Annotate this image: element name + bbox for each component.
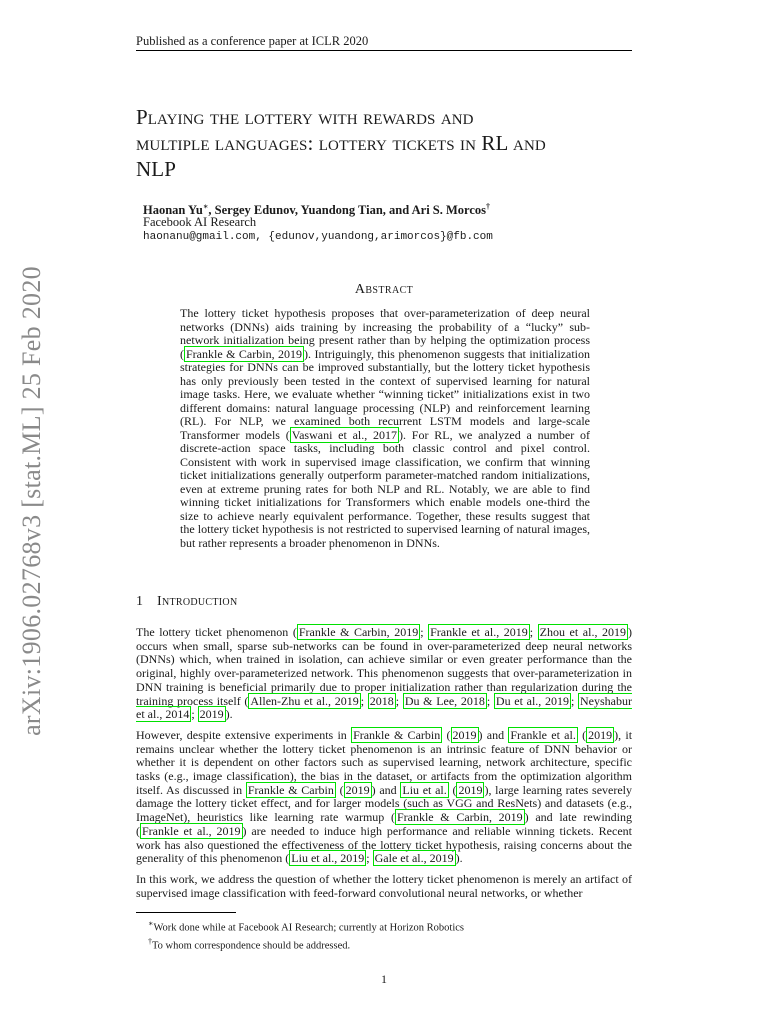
title-line-3: NLP bbox=[136, 157, 176, 181]
paragraph: However, despite extensive experiments in Frankle & Carbin ( 2019 ) and Frankle et al. ( 2019 ), it remains unclear whether the lottery ticket phenomenon is an intrinsic feature of DNN behavior or whether it is dependent on other factors such as supervised learning, network architecture, specific tasks (e.g., image classification), the bias in the dataset, or artifacts from the optimization algorithm itself. As discussed in Frankle & Carbin ( 2019 ) and Liu et al. ( 2019 ), large learning rates severely damage the lottery ticket effect, and for larger models (such as VGG and ResNets) and datasets (e.g., ImageNet), heuristics like learning rate warmup ( Frankle & Carbin, 2019 ) and late rewinding ( Frankle et al., 2019 ) are needed to induce high performance and reliable winning tickets. Recent work has also questioned the effectiveness of the lottery ticket hypothesis, raising concerns about the generality of this phenomenon ( Liu et al., 2019 ; Gale et al., 2019 ). bbox=[136, 727, 633, 866]
abstract-text: ). For RL, we analyzed a number of discrete-action space tasks, including both classic control and pixel control. Consistent with work in supervised image classification, we confirm that winning ticket initializations generally outperform parameter-matched random initializations, even at extreme pruning rates for both NLP and RL. Notably, we are able to find winning ticket initializations for Transformers which enable models one-third the size to achieve nearly equivalent performance. Together, these results suggest that the lottery ticket hypothesis is not restricted to supervised learning of natural images, but rather represents a broader phenomenon in DNNs. bbox=[180, 427, 590, 550]
citation-link[interactable]: Gale et al., 2019 bbox=[374, 851, 454, 866]
paragraph-text: , it remains unclear whether the lottery ticket phenomenon is an intrinsic feature of DNN behavior or whether it is dependent on other factors such as supervised learning, network architecture, specific tasks (e.g., image classification), the bias in the dataset, or artifacts from the optimization algorithm itself. As discussed in bbox=[136, 727, 633, 797]
footnote-text: To whom correspondence should be addressed. bbox=[152, 940, 351, 951]
citation-link[interactable]: Zhou et al., 2019 bbox=[539, 625, 627, 639]
section-number: 1 bbox=[136, 594, 143, 609]
citation-link[interactable]: 2019 bbox=[199, 707, 224, 722]
citation-link[interactable]: Du et al., 2019 bbox=[495, 693, 569, 708]
paragraph-text: and bbox=[375, 782, 401, 797]
paragraph: The lottery ticket phenomenon ( Frankle & Carbin, 2019 ; Frankle et al., 2019 ; Zhou et al., 2019 ) occurs when small, sparse sub-networks can be found in over-parameterized deep neural networks (DNNs) which, when trained in isolation, can achieve similar or even greater performance than the original, highly over-parameterized network. This phenomenon suggests that over-parameterization in DNN training is beneficial primarily due to proper initialization rather than regularization during the training process itself ( Allen-Zhu et al., 2019 ; 2018 ; Du & Lee, 2018 ; Du et al., 2019 ; Neyshabur et al., 2014 ; 2019 ). bbox=[136, 625, 633, 722]
title-line-2: multiple languages: lottery tickets in RL and bbox=[136, 131, 546, 155]
abstract-text: The lottery ticket hypothesis proposes that over-parameterization of deep neural networks (DNNs) aids training by increasing the probability of a “lucky” sub-network initialization being present rather than by helping the optimization process ( bbox=[180, 306, 590, 361]
arxiv-sidebar bbox=[2, 256, 62, 746]
introduction-body bbox=[136, 626, 632, 907]
section-heading bbox=[136, 594, 237, 610]
page-number: 1 bbox=[381, 972, 387, 986]
corresponding-mark: † bbox=[486, 202, 491, 211]
citation-link[interactable]: Frankle et al., 2019 bbox=[430, 625, 528, 639]
footnote-rule bbox=[136, 912, 236, 913]
arxiv-stamp: arXiv:1906.02768v3 [stat.ML] 25 Feb 2020 bbox=[17, 266, 46, 736]
abstract-body bbox=[180, 307, 590, 550]
paragraph-text: The lottery ticket phenomenon ( bbox=[136, 625, 297, 639]
paragraph-text: , large learning rates severely damage the lottery ticket effect, and for larger models (such as VGG and ResNets) and datasets (e.g., ImageNet), heuristics like learning rate warmup ( bbox=[136, 782, 633, 825]
affiliation: Facebook AI Research bbox=[143, 215, 257, 229]
citation-link[interactable]: Frankle et al., 2019 bbox=[142, 823, 241, 838]
citation-link[interactable]: Neyshabur et al., 2014 bbox=[136, 693, 632, 722]
paragraph-text: ) are needed to induce high performance and reliable winning tickets. Recent work has also questioned the effectiveness of the lottery ticket hypothesis, raising concerns about the generality of this phenomenon ( bbox=[136, 823, 632, 866]
author-footnote-mark: ∗ bbox=[202, 202, 209, 211]
paragraph-text: and bbox=[482, 727, 509, 742]
section-title: Introduction bbox=[157, 594, 238, 609]
footnote-text: Work done while at Facebook AI Research; currently at Horizon Robotics bbox=[153, 922, 465, 934]
abstract-text: ). Intriguingly, this phenomenon suggests that initialization strategies for DNNs can be improved substantially, but the lottery ticket hypothesis has only previously been tested in the context of supervised learning for natural image tasks. Here, we evaluate whether “winning ticket” initializations exist in two different domains: natural language processing (NLP) and reinforcement learning (RL). For NLP, we examined both recurrent LSTM models and large-scale Transformer models ( bbox=[180, 346, 591, 442]
footnotes bbox=[148, 917, 464, 952]
citation-link[interactable]: Liu et al., 2019 bbox=[291, 851, 365, 866]
paragraph-text: ). bbox=[225, 707, 233, 722]
citation-link[interactable]: Frankle & Carbin, 2019 bbox=[186, 346, 303, 361]
footnote bbox=[148, 935, 464, 953]
author-first: Haonan Yu bbox=[143, 203, 203, 218]
footnote-mark: † bbox=[148, 936, 152, 946]
citation-link[interactable]: Du & Lee, 2018 bbox=[404, 693, 485, 708]
citation-link[interactable]: 2018 bbox=[369, 693, 394, 708]
citation-link[interactable]: 2019 bbox=[345, 782, 370, 797]
title-line-1: Playing the lottery with rewards and bbox=[136, 105, 474, 129]
paper-title bbox=[136, 104, 636, 182]
citation-link[interactable]: Liu et al. bbox=[402, 782, 447, 797]
footnote-mark: ∗ bbox=[148, 919, 154, 928]
citation-link[interactable]: Frankle & Carbin bbox=[247, 782, 334, 797]
citation-link[interactable]: 2019 bbox=[458, 782, 483, 797]
paragraph-text: ). bbox=[455, 851, 463, 866]
author-emails: haonanu@gmail.com, {edunov,yuandong,arimorcos}@fb.com bbox=[143, 231, 493, 243]
author-others: , Sergey Edunov, Yuandong Tian, and Ari S. Morcos bbox=[208, 203, 487, 218]
citation-link[interactable]: 2019 bbox=[452, 727, 477, 742]
header-rule bbox=[136, 50, 632, 51]
citation-link[interactable]: Allen-Zhu et al., 2019 bbox=[250, 693, 359, 708]
paragraph: In this work, we address the question of whether the lottery ticket phenomenon is merely an artifact of supervised image classification with feed-forward convolutional neural networks, or whether bbox=[136, 871, 632, 900]
citation-link[interactable]: Frankle & Carbin, 2019 bbox=[298, 625, 419, 639]
abstract-heading: Abstract bbox=[354, 282, 414, 297]
citation-link[interactable]: Frankle et al. bbox=[510, 727, 576, 742]
citation-link[interactable]: Vaswani et al., 2017 bbox=[291, 427, 398, 442]
citation-link[interactable]: Frankle & Carbin bbox=[353, 727, 441, 742]
citation-link[interactable]: 2019 bbox=[588, 727, 613, 742]
citation-link[interactable]: Frankle & Carbin, 2019 bbox=[396, 810, 523, 825]
paragraph-text: However, despite extensive experiments in bbox=[136, 727, 352, 742]
paragraph-text: ) occurs when small, sparse sub-networks can be found in over-parameterized deep neural networks (DNNs) which, when trained in isolation, can achieve similar or even greater performance than the original, highly over-parameterized network. This phenomenon suggests that over-parameterization in DNN training is beneficial primarily due to proper initialization rather than regularization during the training process itself ( bbox=[136, 625, 633, 708]
paragraph-text: ) and late rewinding ( bbox=[136, 810, 632, 838]
footnote bbox=[148, 917, 464, 935]
running-header: Published as a conference paper at ICLR 2020 bbox=[136, 34, 369, 48]
